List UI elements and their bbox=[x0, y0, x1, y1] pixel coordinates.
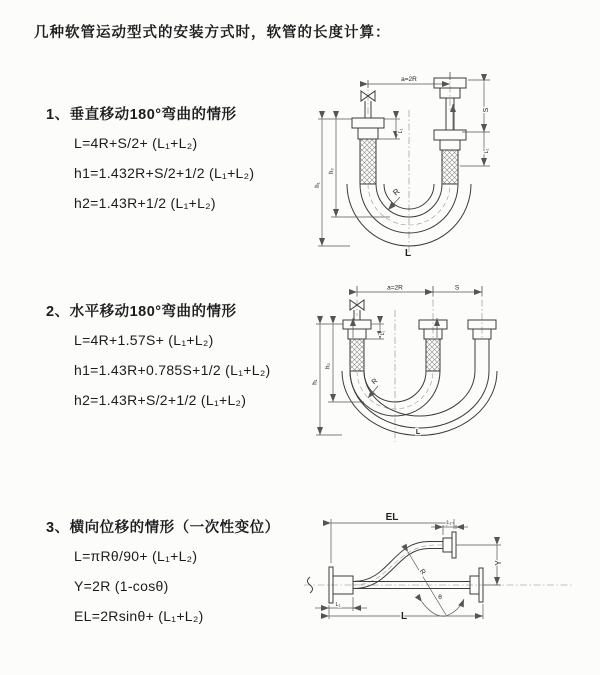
centerlines bbox=[357, 286, 482, 442]
dim-label-a2r: a=2R bbox=[401, 76, 417, 83]
braided-hose-section bbox=[360, 139, 376, 184]
section-2 bbox=[46, 300, 271, 415]
formula-line: h1=1.432R+S/2+1/2 (L₁+L₂) bbox=[74, 165, 255, 181]
dim-label-h1: h₁ bbox=[312, 379, 319, 385]
formula-line: h2=1.43R+S/2+1/2 (L₁+L₂) bbox=[74, 392, 247, 408]
left-pipe-assembly bbox=[343, 300, 371, 371]
radius-label: R bbox=[391, 186, 402, 198]
length-label: L bbox=[404, 248, 412, 259]
radius-label: R bbox=[417, 568, 427, 577]
right-pipe-assembly bbox=[434, 78, 466, 184]
dim-label-l1: L₁ bbox=[484, 148, 490, 154]
length-label: L bbox=[415, 429, 421, 436]
braided-hose-section bbox=[442, 150, 458, 184]
dimensions bbox=[315, 519, 501, 619]
upper-flange-displaced bbox=[443, 532, 456, 558]
diagram-lateral-displacement bbox=[300, 505, 590, 655]
page-title: 几种软管运动型式的安装方式时，软管的长度计算： bbox=[34, 25, 391, 41]
formula-line: L=πRθ/90+ (L₁+L₂) bbox=[74, 548, 198, 564]
section-1 bbox=[46, 103, 254, 218]
section-2-heading: 2、水平移动180°弯曲的情形 bbox=[46, 304, 237, 320]
formula-line: L=4R+1.57S+ (L₁+L₂) bbox=[74, 332, 214, 348]
section-3-heading: 3、横向位移的情形（一次性变位） bbox=[46, 520, 280, 536]
section-1-heading: 1、垂直移动180°弯曲的情形 bbox=[46, 107, 237, 123]
section-3-formulas bbox=[74, 541, 280, 631]
formula-line: h1=1.43R+0.785S+1/2 (L₁+L₂) bbox=[74, 362, 271, 378]
dim-label-a2r: a=2R bbox=[387, 284, 403, 292]
formula-line: EL=2Rsinθ+ (L₁+L₂) bbox=[74, 608, 204, 624]
dim-label-h2: h₂ bbox=[325, 363, 332, 369]
u-bend-hose-positions bbox=[342, 371, 497, 435]
dim-label-s: S bbox=[454, 284, 460, 292]
section-3 bbox=[46, 516, 280, 631]
left-pipe-assembly bbox=[352, 91, 384, 184]
braided-hose-section bbox=[426, 339, 440, 371]
diagram-horizontal-u-bend bbox=[312, 282, 542, 448]
radius-label: R bbox=[370, 377, 380, 387]
dim-label-l1: L₁ bbox=[398, 128, 404, 134]
dimensions bbox=[318, 72, 490, 246]
section-1-formulas bbox=[74, 128, 254, 218]
dim-label-y: Y bbox=[494, 560, 503, 566]
dim-label-el: EL bbox=[385, 512, 399, 523]
dim-label-l1: L₁ bbox=[335, 602, 341, 608]
formula-line: L=4R+S/2+ (L₁+L₂) bbox=[74, 135, 198, 151]
braided-hose-section bbox=[350, 339, 364, 371]
centerlines bbox=[304, 545, 572, 585]
dim-label-h1: h₁ bbox=[315, 182, 321, 188]
section-2-formulas bbox=[74, 325, 271, 415]
length-label: L bbox=[400, 611, 408, 622]
formula-line: Y=2R (1-cosθ) bbox=[74, 578, 169, 594]
dim-label-l2: L₂ bbox=[446, 520, 452, 526]
angle-label-theta: θ bbox=[438, 594, 442, 601]
dim-label-s: S bbox=[483, 107, 490, 113]
dim-label-l1: L₁ bbox=[380, 330, 386, 336]
centerlines bbox=[368, 72, 450, 256]
dim-label-h2: h₂ bbox=[329, 168, 335, 174]
formula-line: h2=1.43R+1/2 (L₁+L₂) bbox=[74, 195, 216, 211]
diagram-vertical-u-bend bbox=[312, 70, 592, 262]
